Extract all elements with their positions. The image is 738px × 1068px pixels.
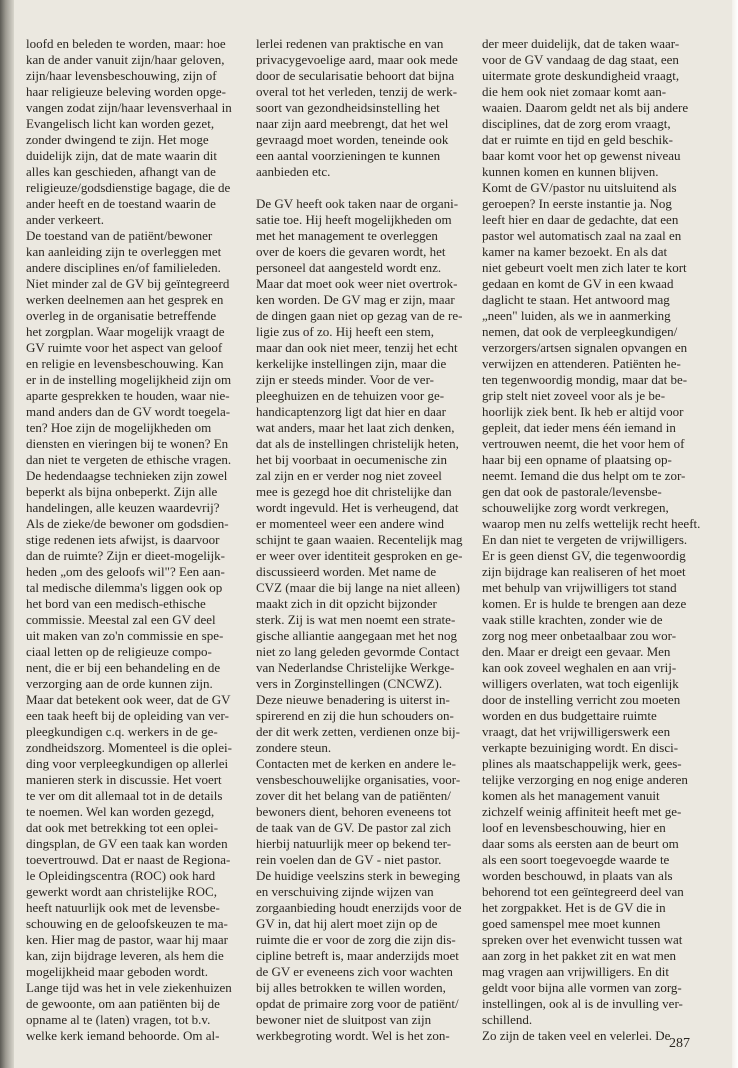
text-line: overleg in de organisatie betreffende [26,308,217,323]
text-line: sterk. Zij is wat men noemt een strate- [256,612,456,627]
text-line: en religie en levensbeschouwing. Kan [26,356,224,371]
middle-paragraph-2 [256,196,478,1044]
text-line: mag vragen aan vrijwilligers. En dit [482,964,670,979]
text-line: Evangelisch licht kan worden gezet, [26,116,215,131]
text-line: aan zorg in het pakket zit en wat men [482,948,676,963]
text-line: wat anders, maar het laat zich denken, [256,420,455,435]
text-line: mand anders dan de GV wordt toegela- [26,404,231,419]
text-line: schouwing en de geloofskeuzen te ma- [26,916,228,931]
text-line: bewoner niet de sluitpost van zijn [256,1012,432,1027]
text-line: De GV heeft ook taken naar de organi- [256,196,459,211]
text-line: de gewoonte, om aan patiënten bij de [26,996,220,1011]
text-column-right [482,36,704,1044]
text-line: met het management te overleggen [256,228,438,243]
text-line: kan, zijn bijdrage leveren, als hem die [26,948,224,963]
text-line: Zo zijn de taken veel en velerlei. De [482,1028,671,1043]
text-line: overal tot het verleden, tenzij de werk- [256,84,458,99]
text-line: door de secularisatie behoort dat bijna [256,68,455,83]
text-line: daglicht te staan. Het antwoord mag [482,292,670,307]
text-line: wordt ingevuld. Het is verheugend, dat [256,500,459,515]
text-line: aparte gesprekken te houden, waar nie- [26,388,230,403]
text-line: die hem ook niet zomaar komt aan- [482,84,667,99]
text-line: welke kerk iemand behoorde. Om al- [26,1028,220,1043]
text-line: dingsplan, de GV een taak kan worden [26,836,228,851]
text-line: te ver om dit allemaal tot in de details [26,788,223,803]
text-line: Niet minder zal de GV bij geïntegreerd [26,276,230,291]
text-line: schijnt te gaan waaien. Recentelijk mag [256,532,463,547]
text-line: pleeghuizen en de tehuizen voor ge- [256,388,445,403]
text-line: telijke verzorging en nog enige anderen [482,772,688,787]
text-line: kerkelijke instellingen zijn, maar die [256,356,447,371]
text-line: gen dat ook de pastorale/levensbe- [482,484,662,499]
text-line: komen. Er is hulde te brengen aan deze [482,596,687,611]
text-line: Deze nieuwe benadering is uiterst in- [256,692,450,707]
text-line: mee is gezegd hoe dit christelijke dan [256,484,452,499]
text-line: hierbij natuurlijk meer op bekend ter- [256,836,452,851]
text-column-middle [256,36,478,1044]
text-line: niet zo lang geleden gevormde Contact [256,644,460,659]
text-line: schouwelijke zorg wordt verkregen, [482,500,669,515]
text-line: met behulp van vrijwilligers tot stand [482,580,677,595]
text-line: verzorgers/artsen signalen opvangen en [482,340,688,355]
text-line: gepleit, dat ieder mens één iemand in [482,420,676,435]
text-line: naar zijn aard meebrengt, dat het wel [256,116,449,131]
text-line: ruimte die er voor de zorg die zijn dis- [256,932,456,947]
text-line: vaak stille krachten, zonder wie de [482,612,663,627]
text-line: leeft hier en daar de gedachte, dat een [482,212,679,227]
page-binding-shadow [0,0,14,1068]
text-line: over de koers die gevaren wordt, het [256,244,446,259]
text-line: daar soms als eersten aan de beurt om [482,836,679,851]
text-line: waarop men nu zelfs wettelijk recht heeft. [482,516,701,531]
text-line: ten tegenwoordig mondig, maar dat be- [482,372,688,387]
text-line: hoorlijk ziek bent. Ik heb er altijd voor [482,404,684,419]
text-line: Lange tijd was het in vele ziekenhuizen [26,980,232,995]
text-line: En dan niet te vergeten de vrijwilligers. [482,532,688,547]
text-line: werken deelnemen aan het gesprek en [26,292,224,307]
text-line: verwijzen en attenderen. Patiënten he- [482,356,681,371]
text-line: goed samenspel mee moet kunnen [482,916,661,931]
text-line: zijn bijdrage kan realiseren of het moet [482,564,686,579]
text-line: zal zijn en er verder nog niet zoveel [256,468,442,483]
middle-paragraph-1 [256,36,478,180]
text-line: baar komt voor het op gewenst niveau [482,148,681,163]
paragraph-gap [256,180,478,196]
text-line: vensbeschouwelijke organisaties, voor- [256,772,461,787]
text-line: gevraagd moet worden, teneinde ook [256,132,449,147]
text-line: cipline betreft is, maar anderzijds moet [256,948,459,963]
text-line: gewerkt wordt aan christelijke ROC, [26,884,217,899]
text-line: kan aanleiding zijn te overleggen met [26,244,222,259]
text-line: het bord van een medisch-ethische [26,596,206,611]
text-line: worden en dus budgettaire ruimte [482,708,657,723]
text-line: zondheidszorg. Momenteel is die oplei- [26,740,232,755]
text-line: maakt zich in dit opzicht bijzonder [256,596,437,611]
text-line: loof en levensbeschouwing, hier en [482,820,666,835]
text-line: te noemen. Wel kan worden gezegd, [26,804,215,819]
text-line: van Nederlandse Christelijke Werkge- [256,660,455,675]
text-line: als een soort toegevoegde waarde te [482,852,670,867]
text-line: spirerend en zij die hun schouders on- [256,708,454,723]
text-line: der dit werk zetten, verdienen onze bij- [256,724,460,739]
text-line: kan de ander vanuit zijn/haar geloven, [26,52,225,67]
text-line: religieuze/godsdienstige bagage, die de [26,180,231,195]
text-line: aanbieden etc. [256,164,331,179]
text-line: geroepen? In eerste instantie ja. Nog [482,196,672,211]
text-line: vertrouwen neemt, die het voor hem of [482,436,685,451]
text-line: satie toe. Hij heeft mogelijkheden om [256,212,452,227]
text-line: zover dit het belang van de patiënten/ [256,788,451,803]
text-line: stige redenen iets afwijst, is daarvoor [26,532,220,547]
text-line: haar religieuze beleving worden opge- [26,84,226,99]
text-line: pastor wel automatisch zaal na zaal en [482,228,682,243]
text-line: De hedendaagse technieken zijn zowel [26,468,228,483]
text-line: handelingen, alle keuzen waardevrij? [26,500,220,515]
text-line: tal medische dilemma's liggen ook op [26,580,223,595]
text-line: door de instelling verricht zou moeten [482,692,681,707]
text-line: de dingen gaan niet op gezag van de re- [256,308,463,323]
text-line: heden „om des geloofs wil"? Een aan- [26,564,225,579]
text-line: zichzelf weinig affiniteit heeft met ge- [482,804,682,819]
text-line: der meer duidelijk, dat de taken waar- [482,36,680,51]
text-line: dan niet te vergeten de ethische vragen. [26,452,232,467]
text-line: ten? Hoe zijn de mogelijkheden om [26,420,212,435]
text-line: een aantal voorzieningen te kunnen [256,148,441,163]
text-line: komen als het management vanuit [482,788,660,803]
text-line: instellingen, ook al is de invulling ver- [482,996,683,1011]
text-line: personeel dat aangesteld wordt enz. [256,260,442,275]
page-edge [732,0,738,1068]
text-line: den. Maar er dreigt een gevaar. Men [482,644,671,659]
text-line: verzorging aan de orde kunnen zijn. [26,676,213,691]
text-line: le Opleidingscentra (ROC) ook hard [26,868,216,883]
text-line: soort van gezondheidsinstelling het [256,100,440,115]
text-line: nent, die er bij een behandeling en de [26,660,221,675]
text-line: waaien. Daarom geldt net als bij andere [482,100,689,115]
text-line: opdat de primaire zorg voor de patiënt/ [256,996,459,1011]
text-line: geldt voor bijna alle vormen van zorg- [482,980,682,995]
text-line: zijn/haar levensbeschouwing, zijn of [26,68,217,83]
text-line: Als de zieke/de bewoner om godsdien- [26,516,229,531]
text-line: duidelijk zijn, dat de mate waarin dit [26,148,217,163]
text-line: niet gebeurt voelt men zich later te kort [482,260,687,275]
text-line: zorgaanbieding houdt enerzijds voor de [256,900,462,915]
text-line: kunnen komen en kunnen blijven. [482,164,659,179]
text-line: bij alles betrokken te willen worden, [256,980,446,995]
text-line: ken. Hier mag de pastor, waar hij maar [26,932,228,947]
text-line: vers in Zorginstellingen (CNCWZ). [256,676,443,691]
text-line: Komt de GV/pastor nu uitsluitend als [482,180,677,195]
text-line: kan ook zoveel weghalen en aan vrij- [482,660,677,675]
text-line: worden beschouwd, in plaats van als [482,868,673,883]
text-line: ciaal letten op de religieuze compo- [26,644,212,659]
text-line: het zorgpakket. Het is de GV die in [482,900,666,915]
text-line: beperkt als bijna onbeperkt. Zijn alle [26,484,218,499]
text-line: nemen, dat ook de verpleegkundigen/ [482,324,678,339]
text-line: mogelijkheid maar geboden wordt. [26,964,208,979]
text-line: ander heeft en de toestand waarin de [26,196,216,211]
text-line: haar bij een opname of plaatsing op- [482,452,672,467]
text-line: ken worden. De GV mag er zijn, maar [256,292,455,307]
text-line: behorend tot een geïntegreerd deel van [482,884,684,899]
text-line: uitermate grote deskundigheid vraagt, [482,68,680,83]
text-line: GV ruimte voor het aspect van geloof [26,340,223,355]
text-line: discussieerd worden. Met name de [256,564,437,579]
text-line: werkbegroting wordt. Wel is het zon- [256,1028,450,1043]
text-line: Er is geen dienst GV, die tegenwoordig [482,548,686,563]
text-line: opname al te (laten) vragen, tot b.v. [26,1012,211,1027]
text-line: andere disciplines en/of familieleden. [26,260,221,275]
text-line: CVZ (maar die bij lange na niet alleen) [256,580,460,595]
text-line: er momenteel weer een andere wind [256,516,445,531]
text-line: ander verkeert. [26,212,104,227]
text-line: er weer over identiteit gesproken en ge- [256,548,463,563]
text-line: commissie. Meestal zal een GV deel [26,612,216,627]
text-line: willigers overlaten, wat toch eigenlijk [482,676,679,691]
text-line: diensten en vieringen bij te wonen? En [26,436,229,451]
text-line: disciplines, dat de zorg erom vraagt, [482,116,671,131]
text-line: pleegkundigen c.q. werkers in de ge- [26,724,218,739]
text-line: manieren sterk in discussie. Het voert [26,772,222,787]
text-line: gedaan en komt de GV in een kwaad [482,276,674,291]
text-line: schillend. [482,1012,533,1027]
text-line: heeft natuurlijk ook met de levensbe- [26,900,220,915]
text-line: De toestand van de patiënt/bewoner [26,228,213,243]
text-line: vangen zodat zijn/haar levensverhaal in [26,100,232,115]
text-line: verkapte bezuiniging wordt. En disci- [482,740,679,755]
text-line: bewoners dient, behoren eveneens tot [256,804,452,819]
text-line: De huidige veelszins sterk in beweging [256,868,460,883]
text-line: de taak van de GV. De pastor zal zich [256,820,452,835]
text-line: „neen" luiden, als we in aanmerking [482,308,671,323]
text-line: Maar dat moet ook weer niet overtrok- [256,276,458,291]
text-line: alles kan geschieden, afhangt van de [26,164,216,179]
text-line: rein voelen dan de GV - niet pastor. [256,852,442,867]
text-line: Contacten met de kerken en andere le- [256,756,456,771]
text-line: zonder dwingend te zijn. Het moge [26,132,209,147]
text-line: ligie zus of zo. Hij heeft een stem, [256,324,434,339]
text-line: vraagt, dat het vrijwilligerswerk een [482,724,671,739]
text-line: maar dan ook niet meer, tenzij het echt [256,340,458,355]
text-line: handicaptenzorg ligt dat hier en daar [256,404,446,419]
text-line: loofd en beleden te worden, maar: hoe [26,36,226,51]
text-line: kamer na kamer bezoekt. En als dat [482,244,668,259]
text-line: GV in, dat hij alert moet zijn op de [256,916,438,931]
text-line: toevertrouwd. Dat er naast de Regiona- [26,852,231,867]
text-line: uit maken van zo'n commissie en spe- [26,628,224,643]
text-line: en verschuiving zijnde wijzen van [256,884,434,899]
text-line: Maar dat betekent ook weer, dat de GV [26,692,231,707]
text-line: spreken over het evenwicht tussen wat [482,932,683,947]
text-line: een taak heeft bij de opleiding van ver- [26,708,229,723]
text-line: grip stelt niet zoveel voor als je be- [482,388,666,403]
text-line: gische alliantie aangegaan met het nog [256,628,458,643]
text-line: zorg nog meer onbetaalbaar zou wor- [482,628,677,643]
text-line: voor de GV vandaag de dag staat, een [482,52,679,67]
text-line: dat er ruimte en tijd en geld beschik- [482,132,673,147]
text-line: zijn er steeds minder. Voor de ver- [256,372,434,387]
text-line: er in de instelling mogelijkheid zijn om [26,372,232,387]
text-line: het bij voorbaat in oecumenische zin [256,452,447,467]
text-line: het zorgplan. Waar mogelijk vraagt de [26,324,225,339]
text-line: zondere steun. [256,740,332,755]
text-column-left [26,36,248,1044]
text-line: privacygevoelige aard, maar ook mede [256,52,458,67]
text-line: lerlei redenen van praktische en van [256,36,444,51]
text-line: plines als maatschappelijk werk, gees- [482,756,682,771]
page-number: 287 [669,1036,690,1051]
text-line: dat ook met betrekking tot een oplei- [26,820,219,835]
text-line: de GV er eveneens zich voor wachten [256,964,453,979]
text-line: neemt. Iemand die dus helpt om te zor- [482,468,686,483]
text-line: ding voor verpleegkundigen op allerlei [26,756,229,771]
text-line: dat als de instellingen christelijk heten, [256,436,459,451]
text-line: dan de ruimte? Zijn er dieet-mogelijk- [26,548,225,563]
